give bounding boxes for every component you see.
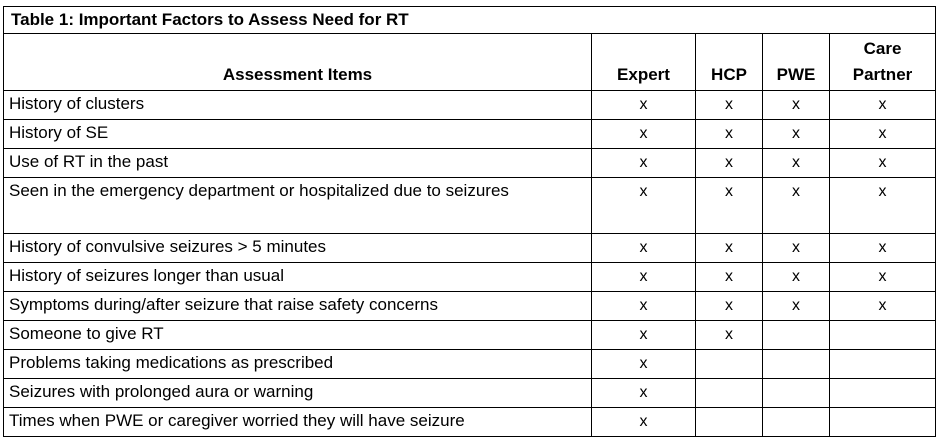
table-title: Table 1: Important Factors to Assess Need for RT [4,7,936,34]
pwe-mark: x [763,234,830,263]
hcp-mark: x [696,120,763,149]
table-row [4,178,936,234]
hcp-mark: x [696,178,763,234]
expert-mark: x [592,263,696,292]
row-item: Problems taking medications as prescribed [4,350,592,379]
care-partner-mark [830,350,936,379]
row-item: Use of RT in the past [4,149,592,178]
table-row [4,350,936,379]
table-container [3,6,935,437]
row-item: Symptoms during/after seizure that raise safety concerns [4,292,592,321]
hcp-mark: x [696,149,763,178]
pwe-mark: x [763,91,830,120]
table-row [4,263,936,292]
care-partner-mark: x [830,149,936,178]
care-partner-mark [830,408,936,437]
expert-mark: x [592,379,696,408]
hcp-mark: x [696,263,763,292]
pwe-mark: x [763,292,830,321]
pwe-mark: x [763,120,830,149]
table-header-row [4,34,936,91]
expert-mark: x [592,321,696,350]
hcp-mark [696,408,763,437]
expert-mark: x [592,178,696,234]
table-row [4,379,936,408]
assessment-table [3,6,936,437]
pwe-mark [763,408,830,437]
table-row [4,292,936,321]
care-partner-mark: x [830,292,936,321]
care-partner-mark: x [830,120,936,149]
pwe-mark: x [763,178,830,234]
row-item: History of seizures longer than usual [4,263,592,292]
header-expert: Expert [592,34,696,91]
expert-mark: x [592,234,696,263]
pwe-mark: x [763,149,830,178]
expert-mark: x [592,408,696,437]
table-row [4,408,936,437]
header-hcp: HCP [696,34,763,91]
row-item: Seen in the emergency department or hospitalized due to seizures [4,178,592,234]
expert-mark: x [592,120,696,149]
row-item: History of SE [4,120,592,149]
care-partner-mark: x [830,91,936,120]
expert-mark: x [592,149,696,178]
hcp-mark: x [696,234,763,263]
row-item: Someone to give RT [4,321,592,350]
care-partner-mark: x [830,234,936,263]
hcp-mark [696,350,763,379]
table-row [4,149,936,178]
pwe-mark: x [763,263,830,292]
pwe-mark [763,321,830,350]
table-row [4,120,936,149]
table-caption-row [4,7,936,34]
row-item: History of convulsive seizures > 5 minutes [4,234,592,263]
hcp-mark [696,379,763,408]
hcp-mark: x [696,292,763,321]
header-care-partner: Care Partner [830,34,936,91]
care-partner-mark [830,379,936,408]
care-partner-mark: x [830,178,936,234]
hcp-mark: x [696,321,763,350]
table-row [4,91,936,120]
header-assessment-items: Assessment Items [4,34,592,91]
row-item: History of clusters [4,91,592,120]
pwe-mark [763,379,830,408]
pwe-mark [763,350,830,379]
expert-mark: x [592,350,696,379]
expert-mark: x [592,292,696,321]
hcp-mark: x [696,91,763,120]
expert-mark: x [592,91,696,120]
table-row [4,321,936,350]
table-row [4,234,936,263]
row-item: Times when PWE or caregiver worried they will have seizure [4,408,592,437]
row-item: Seizures with prolonged aura or warning [4,379,592,408]
header-pwe: PWE [763,34,830,91]
care-partner-mark [830,321,936,350]
care-partner-mark: x [830,263,936,292]
